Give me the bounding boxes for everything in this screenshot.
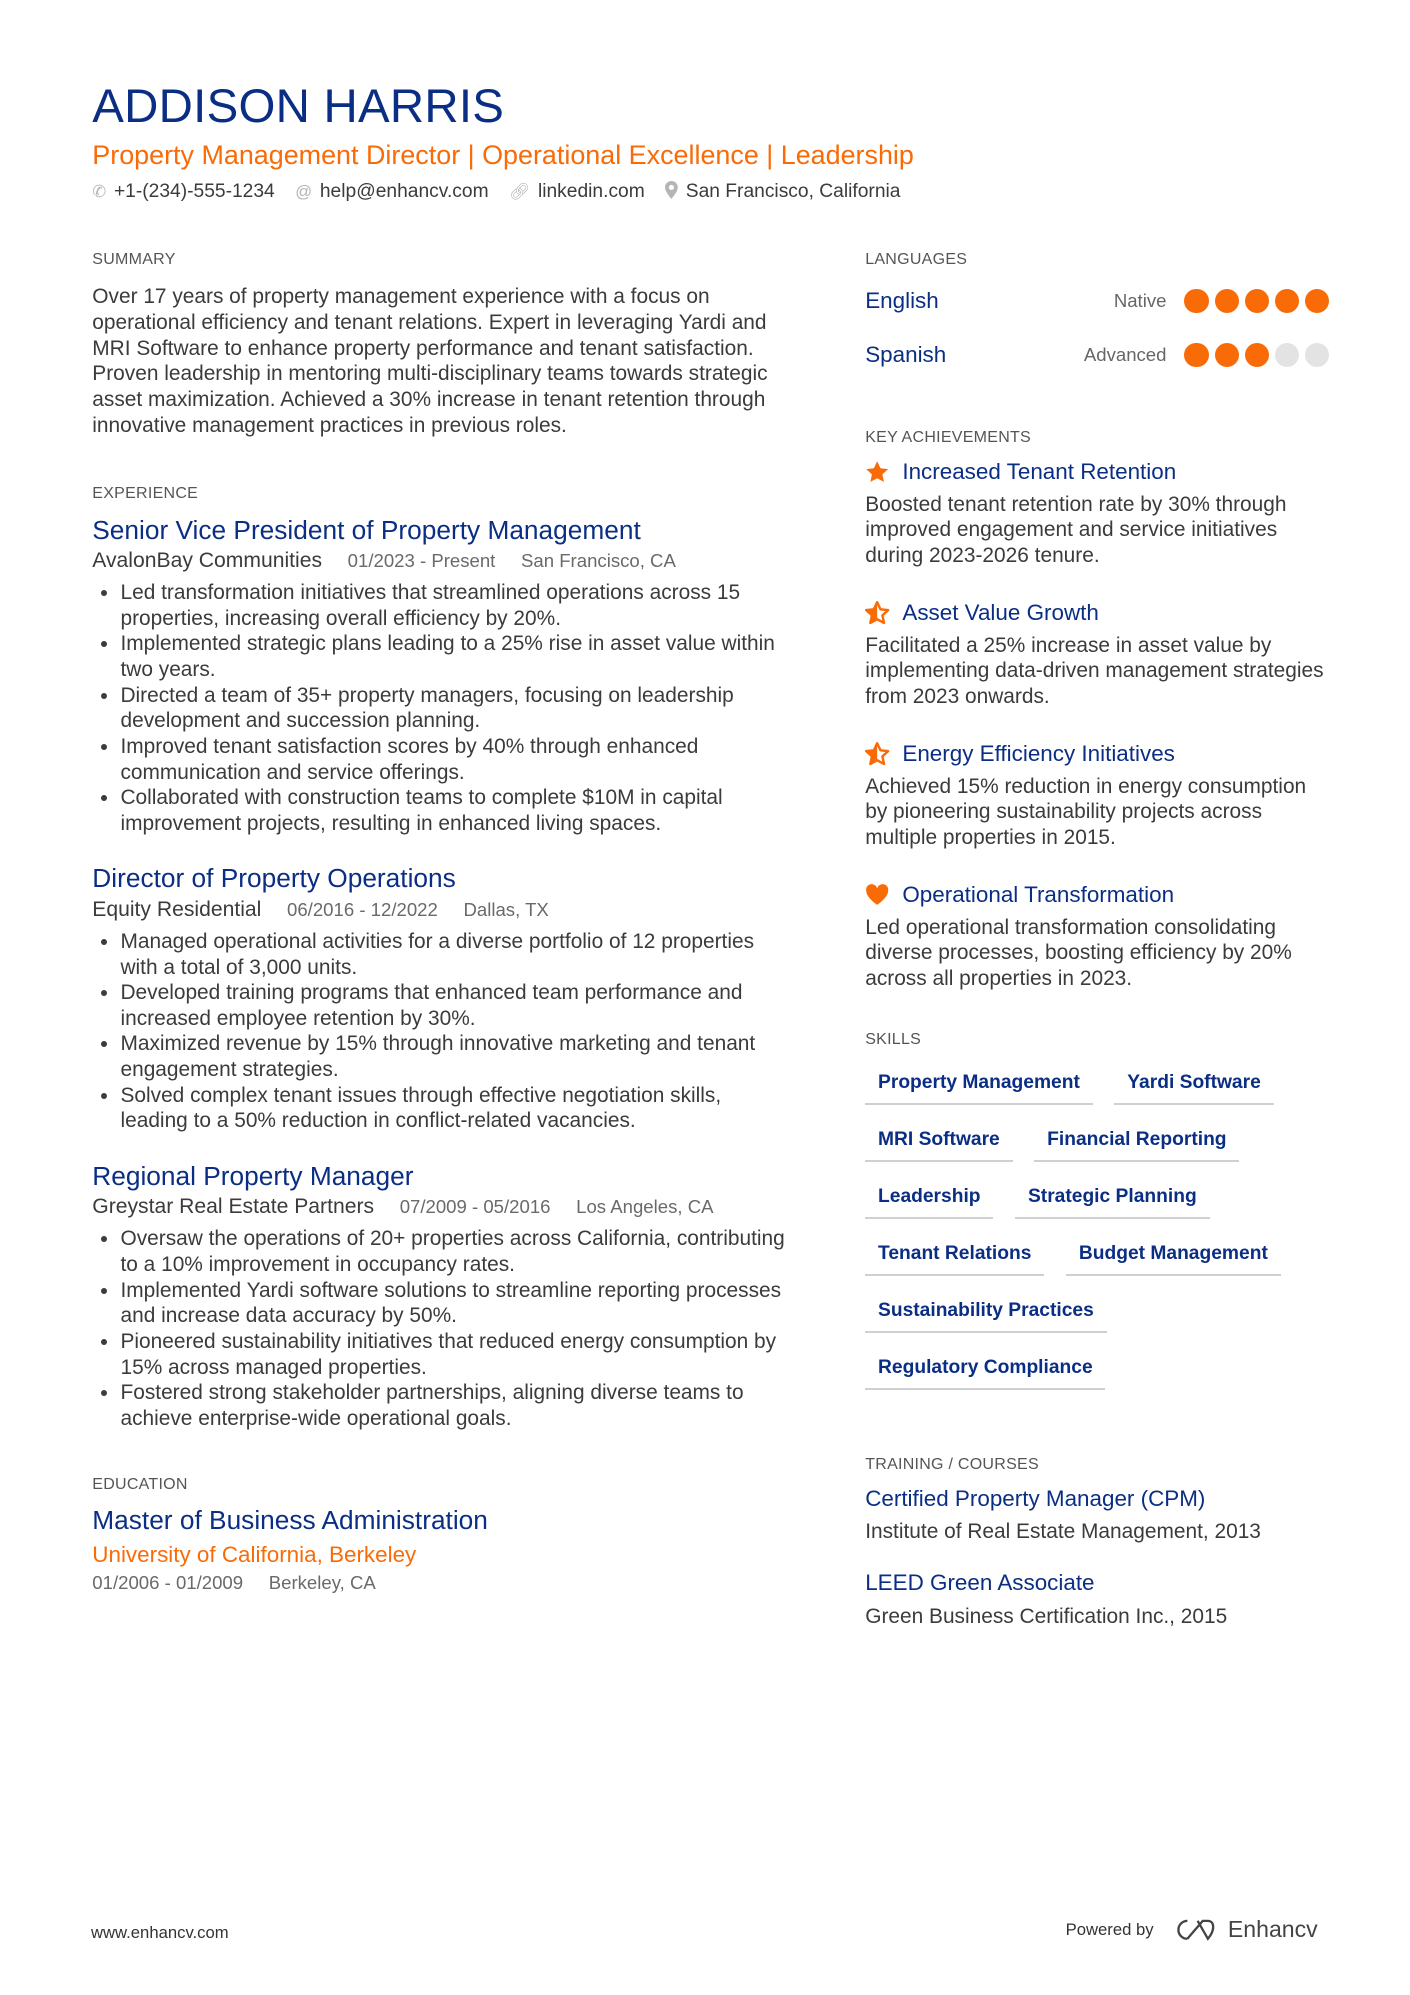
proficiency-dots: [1184, 289, 1329, 313]
dot-filled: [1184, 343, 1208, 367]
skill-tag: Strategic Planning: [1015, 1184, 1209, 1219]
achievement-header: [865, 739, 1329, 770]
enhancv-logo-icon: [1172, 1917, 1218, 1943]
job-meta: [92, 1193, 791, 1221]
dot-empty: [1305, 343, 1329, 367]
achievement-text: Led operational transformation consolidating diverse processes, boosting efficiency by 20% across all properties in 2023.: [865, 915, 1292, 990]
achievement-title: Increased Tenant Retention: [902, 459, 1177, 485]
section-label: KEY ACHIEVEMENTS: [865, 427, 1031, 446]
bullet-item: • Fostered strong stakeholder partnerships, aligning diverse teams to achieve enterprise-wide operational goals.: [120, 1380, 790, 1431]
achievement-title: Operational Transformation: [902, 882, 1175, 908]
job-bullets: [92, 580, 791, 836]
job-location: Los Angeles, CA: [576, 1195, 714, 1217]
job-dates: 06/2016 - 12/2022: [287, 898, 438, 920]
job-title: Senior Vice President of Property Management: [92, 514, 641, 545]
dot-filled: [1305, 289, 1329, 313]
language-name: Spanish: [865, 341, 947, 367]
job-entry: [92, 514, 791, 837]
skill-tag: Budget Management: [1066, 1241, 1281, 1276]
bullet-item: • Managed operational activities for a diverse portfolio of 12 properties with a total of 3,000 units.: [120, 929, 790, 980]
experience-section: [92, 484, 791, 1431]
bullet-item: • Developed training programs that enhanced team performance and increased employee retention by 30%.: [120, 980, 790, 1031]
dot-filled: [1215, 289, 1239, 313]
languages-section: [865, 250, 1329, 382]
skill-tag: MRI Software: [865, 1127, 1012, 1162]
star-icon: [865, 460, 889, 484]
section-label: EDUCATION: [92, 1475, 188, 1493]
company-name: AvalonBay Communities: [92, 548, 323, 572]
summary-text: Over 17 years of property management experience with a focus on operational efficiency and tenant relations. Expert in leveraging Yardi and MRI Software to enhance property performance and tenant satisfaction. Proven leadership in mentoring multi-disciplinary teams towards strategic asset maximization. Achieved a 30% increase in tenant retention through innovative management practices in previous roles.: [92, 285, 768, 437]
job-dates: 07/2009 - 05/2016: [399, 1195, 551, 1217]
education-location: Berkeley, CA: [268, 1571, 376, 1593]
skill-tag: Yardi Software: [1114, 1070, 1273, 1105]
contact-link[interactable]: [509, 181, 645, 203]
bullet-item: • Led transformation initiatives that streamlined operations across 15 properties, increasing overall efficiency by 20%.: [120, 580, 790, 631]
achievement-text: Facilitated a 25% increase in asset value by implementing data-driven management strategies from 2023 onwards.: [865, 633, 1324, 708]
phone-text: +1-(234)-555-1234: [113, 181, 275, 203]
education-dates: 01/2006 - 01/2009: [92, 1571, 244, 1593]
course-item: [865, 1568, 1329, 1632]
section-label: LANGUAGES: [865, 249, 968, 268]
achievement-item: [865, 457, 1329, 569]
achievement-list: [865, 457, 1329, 992]
job-entry: [92, 862, 791, 1134]
brand-name: Enhancv: [1227, 1916, 1318, 1943]
company-name: Equity Residential: [92, 897, 262, 921]
skill-tag: Property Management: [865, 1070, 1092, 1105]
course-list: [865, 1484, 1329, 1633]
company-name: Greystar Real Estate Partners: [92, 1194, 375, 1218]
bullet-item: • Implemented Yardi software solutions to streamline reporting processes and increase data accuracy by 50%.: [120, 1278, 790, 1329]
right-column: [865, 250, 1329, 1653]
training-section: [865, 1455, 1329, 1633]
achievement-text: Achieved 15% reduction in energy consumption by pioneering sustainability projects across multiple properties in 2015.: [865, 774, 1307, 849]
skills-section: [865, 1030, 1329, 1390]
job-location: Dallas, TX: [463, 898, 549, 920]
achievement-title: Asset Value Growth: [902, 600, 1099, 626]
at-icon: @: [295, 182, 313, 202]
job-dates: 01/2023 - Present: [347, 549, 496, 571]
section-label: SUMMARY: [92, 249, 176, 268]
course-title: Certified Property Manager (CPM): [865, 1485, 1206, 1511]
achievement-text: Boosted tenant retention rate by 30% through improved engagement and service initiatives during 2023-2026 tenure.: [865, 492, 1287, 567]
star-icon: [865, 742, 889, 766]
bullet-item: • Implemented strategic plans leading to a 25% rise in asset value within two years.: [120, 631, 790, 682]
enhancv-logo[interactable]: [1172, 1916, 1318, 1943]
job-entry: [92, 1160, 791, 1432]
dot-filled: [1245, 289, 1269, 313]
job-meta: [92, 547, 791, 575]
dot-filled: [1245, 343, 1269, 367]
job-location: San Francisco, CA: [520, 549, 676, 571]
job-title: Regional Property Manager: [92, 1160, 414, 1191]
degree: Master of Business Administration: [92, 1505, 488, 1536]
link-icon: 🔗︎: [509, 182, 531, 202]
candidate-name: ADDISON HARRIS: [92, 80, 505, 134]
dot-filled: [1184, 289, 1208, 313]
course-item: [865, 1484, 1329, 1548]
job-meta: [92, 896, 791, 924]
contact-email[interactable]: [295, 181, 488, 203]
achievement-title: Energy Efficiency Initiatives: [902, 741, 1175, 767]
summary-section: [92, 250, 791, 438]
link-text[interactable]: linkedin.com: [537, 181, 645, 203]
proficiency-dots: [1184, 343, 1329, 367]
job-bullets: [92, 1226, 791, 1431]
job-bullets: [92, 929, 791, 1134]
dot-filled: [1275, 289, 1299, 313]
bullet-item: • Maximized revenue by 15% through innovative marketing and tenant engagement strategies.: [120, 1031, 790, 1082]
language-level: Advanced: [1083, 343, 1167, 365]
skill-tag: Financial Reporting: [1034, 1127, 1239, 1162]
skill-list: [865, 1070, 1329, 1391]
contact-location: [665, 181, 900, 204]
location-text: San Francisco, California: [685, 181, 901, 203]
achievements-section: [865, 428, 1329, 992]
achievement-header: [865, 880, 1329, 911]
job-list: [92, 514, 791, 1432]
contact-phone: [92, 181, 274, 203]
achievement-item: [865, 598, 1329, 710]
bullet-item: • Pioneered sustainability initiatives that reduced energy consumption by 15% across managed properties.: [120, 1329, 790, 1380]
heart-icon: [865, 883, 889, 907]
phone-icon: ✆: [92, 182, 107, 202]
language-row: [865, 328, 1329, 382]
achievement-header: [865, 457, 1329, 488]
star-icon: [865, 601, 889, 625]
course-org: Institute of Real Estate Management, 2013: [865, 1520, 1261, 1544]
bullet-item: • Oversaw the operations of 20+ properties across California, contributing to a 10% improvement in occupancy rates.: [120, 1226, 790, 1277]
dot-empty: [1275, 343, 1299, 367]
section-label: EXPERIENCE: [92, 484, 199, 503]
bullet-item: • Collaborated with construction teams to complete $10M in capital improvement projects, resulting in enhanced living spaces.: [120, 785, 790, 836]
skill-tag: Sustainability Practices: [865, 1298, 1106, 1333]
achievement-item: [865, 739, 1329, 851]
achievement-header: [865, 598, 1329, 629]
achievement-item: [865, 880, 1329, 992]
contact-bar: [92, 181, 900, 204]
email-text[interactable]: help@enhancv.com: [319, 181, 489, 203]
language-level: Native: [1113, 289, 1167, 311]
course-org: Green Business Certification Inc., 2015: [865, 1604, 1228, 1628]
bullet-item: • Solved complex tenant issues through effective negotiation skills, leading to a 50% reduction in conflict-related vacancies.: [120, 1083, 790, 1134]
education-meta: [92, 1571, 791, 1594]
language-list: [865, 274, 1329, 382]
left-column: [92, 250, 791, 1594]
location-pin-icon: [665, 181, 678, 204]
skill-tag: Leadership: [865, 1184, 993, 1219]
school: University of California, Berkeley: [92, 1542, 417, 1568]
powered-by-text: Powered by: [1065, 1919, 1154, 1939]
section-label: SKILLS: [865, 1030, 922, 1049]
footer-branding: [1066, 1916, 1318, 1943]
skill-tag: Regulatory Compliance: [865, 1355, 1105, 1390]
language-row: [865, 274, 1329, 328]
course-title: LEED Green Associate: [865, 1570, 1095, 1596]
job-title: Director of Property Operations: [92, 863, 456, 894]
education-section: [92, 1475, 791, 1594]
bullet-item: • Improved tenant satisfaction scores by 40% through enhanced communication and service offerings.: [120, 734, 790, 785]
section-label: TRAINING / COURSES: [865, 1454, 1039, 1473]
headline: Property Management Director | Operational Excellence | Leadership: [92, 139, 914, 170]
bullet-item: • Directed a team of 35+ property managers, focusing on leadership development and succession planning.: [120, 683, 790, 734]
skill-tag: Tenant Relations: [865, 1241, 1044, 1276]
dot-filled: [1215, 343, 1239, 367]
language-name: English: [865, 287, 939, 313]
footer-website[interactable]: www.enhancv.com: [91, 1922, 229, 1942]
